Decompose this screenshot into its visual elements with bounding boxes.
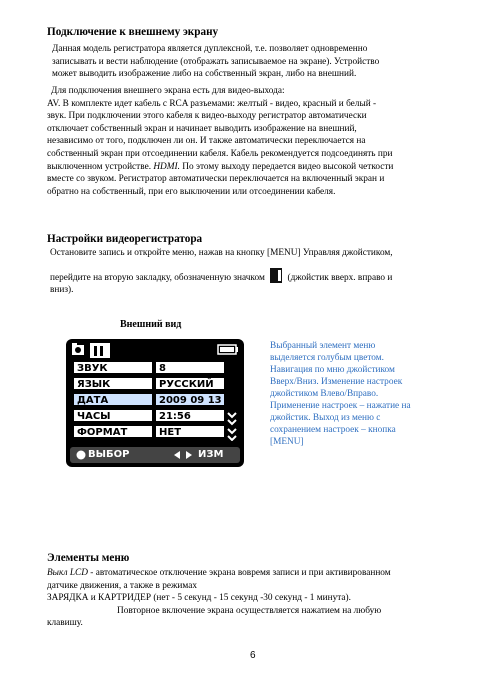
menu-list [73,361,237,443]
tab-bar-icons [70,342,240,358]
menu-row-date[interactable] [73,393,223,407]
settings-tab-icon [270,268,282,283]
text-segment: (джойстик вверх. вправо и [287,272,393,283]
menu-row-value: 21:56 [155,409,225,422]
paragraph-duplex [52,43,452,81]
menu-row-value: 8 [155,361,225,374]
menu-row-format[interactable] [73,425,223,439]
menu-row-label: ФОРМАТ [73,425,153,438]
text-line: Повторное включение экрана осуществляется нажатием на любую [117,605,382,616]
note-line: сохранением настроек – кнопка [270,425,396,435]
note-line: Выбранный элемент меню [270,341,376,351]
menu-row-language[interactable] [73,377,223,391]
scroll-down-icon [227,411,237,441]
text-line: датчике движения, а также в режимах [47,580,197,591]
figure-title: Внешний вид [120,319,182,330]
text-line: вниз). [50,285,74,296]
menu-row-label: ЯЗЫК [73,377,153,390]
page-number: 6 [250,650,256,661]
text-line: вместе со звуком. Регистратор автоматически переключается на включенный экран и [47,174,385,185]
text-line: Данная модель регистратора является дуплексной, т.е. позволяет одновременно [52,44,368,54]
paragraph-av [47,85,457,198]
text-line: Для подключения внешнего экрана есть для видео-выхода: [51,86,285,96]
section-title-menu-items: Элементы меню [47,552,130,564]
text-line: записывать и вести наблюдение (отображать записываемое на экране). Устройство [52,56,380,67]
note-line: Применение настроек – нажатие на [270,401,411,411]
text-line [47,161,457,174]
menu-row-value: РУССКИЙ [155,377,225,390]
note-line: Вверх/Вниз. Изменение настроек [270,377,403,387]
text-line: отключает собственный экран и начинает выводить изображение на внешний, [47,123,357,134]
text-line: клавишу. [47,618,83,629]
menu-row-time[interactable] [73,409,223,423]
menu-row-label: ЧАСЫ [73,409,153,422]
device-screen [66,339,244,467]
tab-bar [70,342,240,358]
menu-row-label: ДАТА [73,393,153,406]
joystick-leftright-icon [174,450,192,460]
text-line [47,567,467,580]
section-title-settings: Настройки видеорегистратора [47,233,203,245]
note-line: джойстиком Влево/Вправо. [270,389,379,399]
menu-row-value: НЕТ [155,425,225,438]
paragraph-settings [50,247,460,297]
note-line: джойстик. Выход из меню с [270,413,381,423]
text-line: ЗАРЯДКА и КАРТРИДЕР (нет - 5 секунд - 15 секунд -30 секунд - 1 минута). [47,593,351,604]
hdmi-term: HDMI. [153,161,180,172]
text-segment: выключенном устройстве. [47,161,152,172]
menu-row-sound[interactable] [73,361,223,375]
joystick-updown-icon [76,450,86,460]
menu-row-value: 2009 09 13 [155,393,225,406]
text-line: AV. В комплекте идет кабель с RCA разъемами: желтый - видео, красный и белый - [47,98,377,109]
text-line: звук. При подключении этого кабеля к видео-выходу регистратор автоматически [47,111,367,122]
text-segment: - автоматическое отключение экрана вовремя записи и при активированном [87,568,391,578]
hint-change: ИЗМ [198,449,224,460]
hint-select: ВЫБОР [88,449,130,460]
text-line: может выводить изображение либо на собственный экран, либо на внешний. [52,69,357,80]
menu-row-label: ЗВУК [73,361,153,374]
section-title-external-screen: Подключение к внешнему экрану [47,26,219,38]
text-line: Остановите запись и откройте меню, нажав на кнопку [MENU] Управляя джойстиком, [50,248,393,258]
menu-navigation-note [270,340,450,448]
text-segment: По этому выходу передается видео высокой четкости [179,161,394,172]
text-line: собственный экран при отсоединении кабеля. Кабель рекомендуется подсоединять при [47,148,393,159]
note-line: Навигация по мню джойстиком [270,365,395,375]
paragraph-menu-items [47,567,467,630]
text-line: обратно на собственный, при его выключении или отсоединении кабеля. [47,186,336,197]
text-line: независимо от того, подключен ли он. И также автоматически переключается на [47,136,366,147]
hint-bar [70,447,240,463]
text-line [50,268,460,285]
menu-item-term: Выкл LCD [47,568,88,578]
note-line: [MENU] [270,437,304,447]
note-line: выделяется голубым цветом. [270,353,384,363]
text-segment: перейдите на вторую закладку, обозначенную значком [50,272,265,283]
